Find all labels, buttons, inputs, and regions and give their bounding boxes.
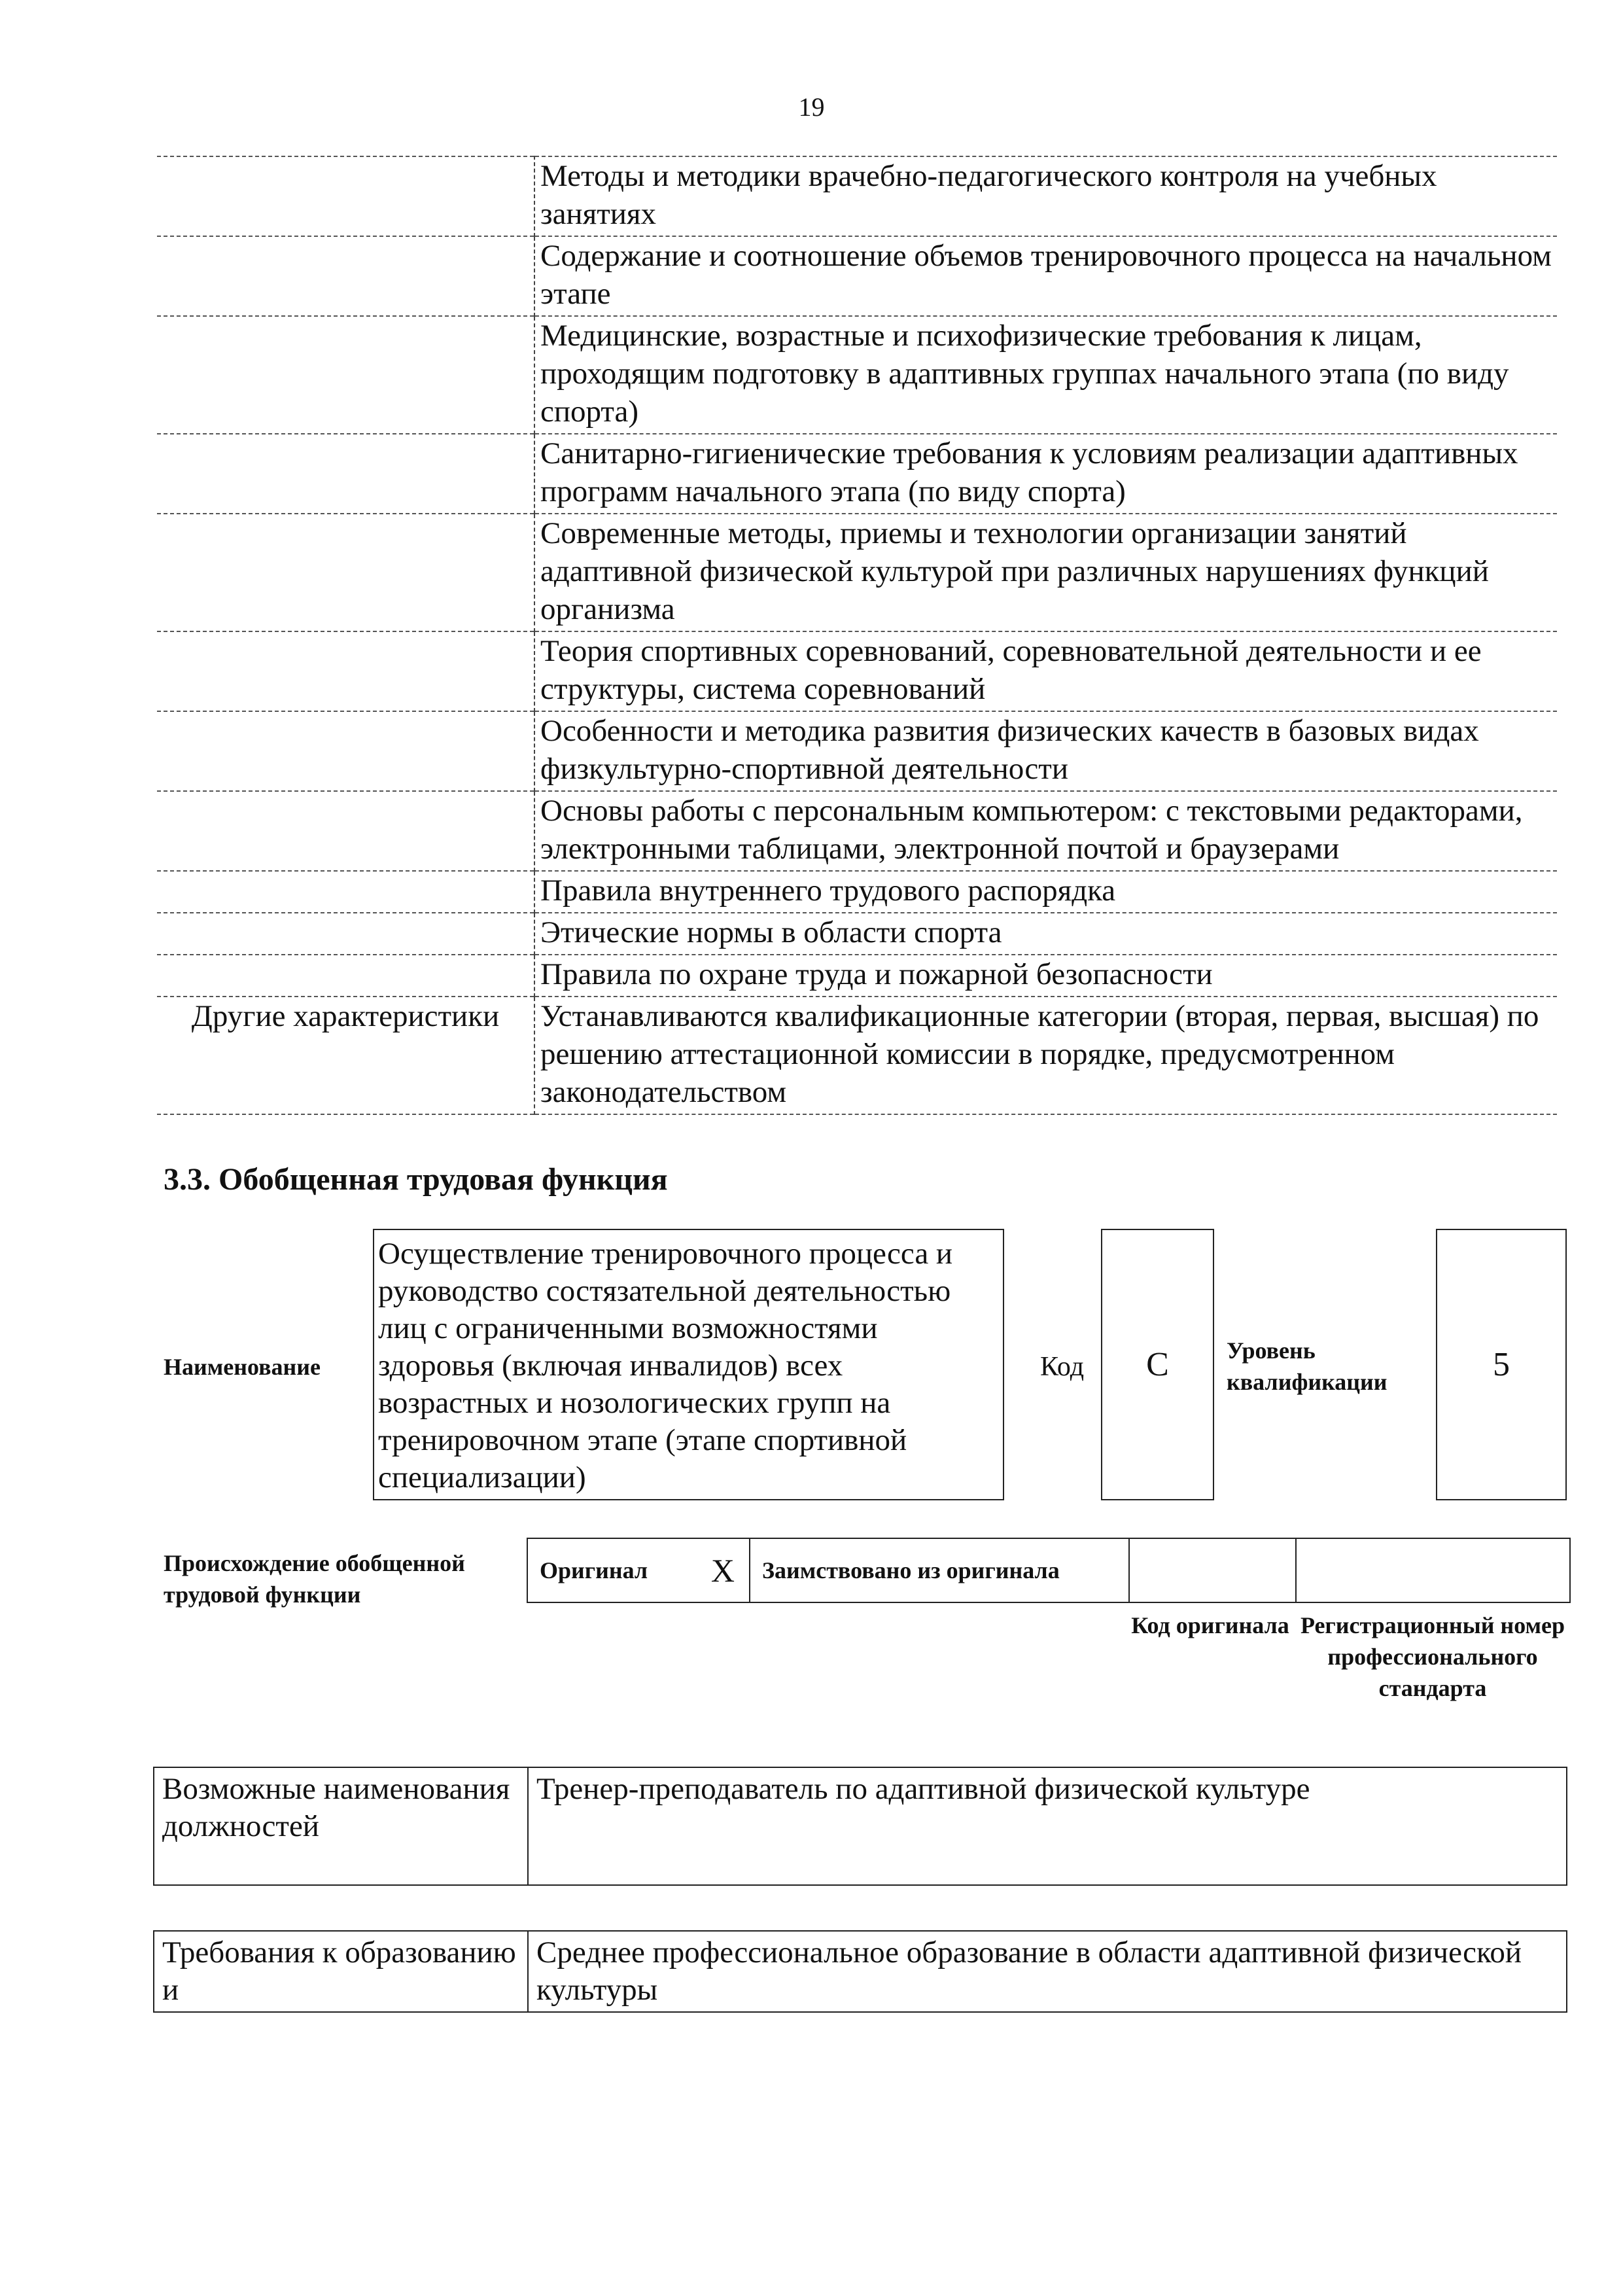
reg-number-cell[interactable] <box>1297 1539 1569 1602</box>
knowledge-row <box>157 955 1557 997</box>
original-mark: X <box>710 1552 735 1589</box>
function-name-box: Осуществление тренировочного процесса и руководство состязательной деятельностью лиц с ограниченными возможностями здоровья (включая инвалидов) всех возрастных и нозологических групп на тренировочном этапе (этапе спортивной специализации) <box>373 1229 1004 1500</box>
positions-value: Тренер-преподаватель по адаптивной физической культуре <box>528 1767 1567 1885</box>
knowledge-row-label <box>157 434 534 514</box>
original-code-cell[interactable] <box>1130 1539 1297 1602</box>
code-value-box: C <box>1101 1229 1214 1500</box>
section-heading: 3.3. Обобщенная трудовая функция <box>164 1162 668 1197</box>
knowledge-row-text: Санитарно-гигиенические требования к условиям реализации адаптивных программ начального этапа (по виду спорта) <box>540 436 1518 508</box>
level-label: Уровень квалификации <box>1227 1337 1387 1395</box>
education-row <box>154 1931 1567 2012</box>
knowledge-row-label <box>157 631 534 711</box>
knowledge-row <box>157 711 1557 791</box>
page-number: 19 <box>798 92 825 122</box>
knowledge-row-text: Основы работы с персональным компьютером: с текстовыми редакторами, электронными таблицами, электронной почтой и браузерами <box>540 794 1523 866</box>
reg-number-caption: Регистрационный номер профессионального стандарта <box>1300 1612 1565 1701</box>
name-label: Наименование <box>164 1354 321 1380</box>
positions-row <box>154 1767 1567 1885</box>
knowledge-body <box>157 156 1557 997</box>
knowledge-row-label <box>157 913 534 955</box>
original-cell <box>528 1539 750 1602</box>
origin-row <box>527 1538 1571 1603</box>
knowledge-row <box>157 871 1557 913</box>
origin-label: Происхождение обобщенной трудовой функции <box>164 1550 465 1608</box>
knowledge-row-text: Особенности и методика развития физических качеств в базовых видах физкультурно-спортивной деятельности <box>540 714 1479 786</box>
knowledge-row-text: Медицинские, возрастные и психофизические требования к лицам, проходящим подготовку в адаптивных группах начального этапа (по виду спорта) <box>540 319 1509 429</box>
knowledge-row <box>157 156 1557 236</box>
borrowed-cell: Заимствовано из оригинала <box>750 1539 1130 1602</box>
knowledge-row-text: Содержание и соотношение объемов тренировочного процесса на начальном этапе <box>540 239 1552 311</box>
knowledge-row-label <box>157 316 534 434</box>
knowledge-row <box>157 631 1557 711</box>
knowledge-row <box>157 236 1557 316</box>
knowledge-row <box>157 316 1557 434</box>
original-label: Оригинал <box>540 1557 648 1583</box>
knowledge-row-text: Методы и методики врачебно-педагогического контроля на учебных занятиях <box>540 159 1437 231</box>
knowledge-row <box>157 791 1557 871</box>
other-characteristics-label: Другие характеристики <box>157 997 534 1114</box>
knowledge-row-text: Этические нормы в области спорта <box>540 915 1002 949</box>
positions-table <box>153 1767 1567 1886</box>
level-value-box: 5 <box>1436 1229 1567 1500</box>
knowledge-row-label <box>157 791 534 871</box>
knowledge-row-text: Теория спортивных соревнований, соревновательной деятельности и ее структуры, система соревнований <box>540 634 1482 706</box>
knowledge-row-label <box>157 236 534 316</box>
knowledge-row <box>157 514 1557 631</box>
other-characteristics-row <box>157 997 1557 1114</box>
positions-label: Возможные наименования должностей <box>154 1767 528 1885</box>
education-table <box>153 1930 1567 2013</box>
code-label: Код <box>1040 1352 1085 1382</box>
knowledge-row <box>157 913 1557 955</box>
knowledge-row <box>157 434 1557 514</box>
other-characteristics-value: Устанавливаются квалификационные категории (вторая, первая, высшая) по решению аттестационной комиссии в порядке, предусмотренном законодательством <box>540 999 1539 1109</box>
education-label: Требования к образованию и <box>154 1931 528 2012</box>
knowledge-row-text: Правила внутреннего трудового распорядка <box>540 874 1116 908</box>
knowledge-row-label <box>157 871 534 913</box>
knowledge-row-label <box>157 955 534 997</box>
knowledge-row-label <box>157 711 534 791</box>
knowledge-row-text: Правила по охране труда и пожарной безопасности <box>540 957 1213 991</box>
education-value: Среднее профессиональное образование в области адаптивной физической культуры <box>528 1931 1567 2012</box>
knowledge-row-label <box>157 514 534 631</box>
knowledge-row-label <box>157 156 534 236</box>
code-original-caption: Код оригинала <box>1131 1612 1289 1638</box>
knowledge-row-text: Современные методы, приемы и технологии организации занятий адаптивной физической культурой при различных нарушениях функций организма <box>540 516 1489 626</box>
knowledge-table <box>157 156 1557 1115</box>
